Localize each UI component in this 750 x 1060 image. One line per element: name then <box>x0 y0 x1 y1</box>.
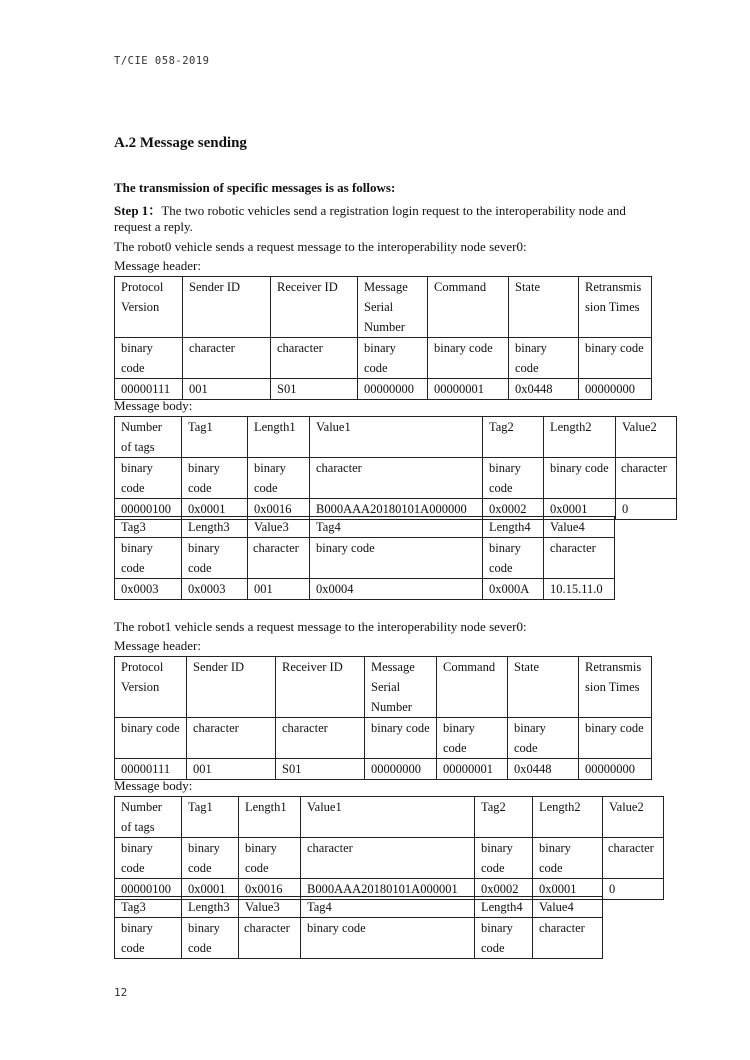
table-row <box>115 718 652 759</box>
table-cell: Tag2 <box>483 417 544 458</box>
table-cell: Value3 <box>239 897 301 918</box>
table-cell: binary code <box>579 338 652 379</box>
table-cell: character <box>276 718 365 759</box>
table-cell: Sender ID <box>183 277 271 338</box>
table-cell: binary code <box>115 458 182 499</box>
table-cell: Length3 <box>182 517 248 538</box>
table-cell: 0x0001 <box>533 879 603 900</box>
table-row <box>115 657 652 718</box>
table-cell: binary code <box>310 538 483 579</box>
table-cell: 0x0016 <box>248 499 310 520</box>
robot1-body-table-cont <box>114 896 603 959</box>
table-cell: State <box>509 277 579 338</box>
table-cell: character <box>533 918 603 959</box>
table-cell: 00000000 <box>358 379 428 400</box>
table-cell: 0x0016 <box>239 879 301 900</box>
table-cell: binary code <box>182 838 239 879</box>
table-cell: character <box>239 918 301 959</box>
step1-text: The two robotic vehicles send a registration login request to the interoperability node and <box>161 203 626 218</box>
table-cell: Receiver ID <box>276 657 365 718</box>
table-cell: Retransmission Times <box>579 277 652 338</box>
table-cell: Receiver ID <box>271 277 358 338</box>
robot1-header-table <box>114 656 652 780</box>
table-cell: 0x0001 <box>182 879 239 900</box>
table-cell: binary code <box>248 458 310 499</box>
table-cell: binary code <box>301 918 475 959</box>
table-cell: binary code <box>508 718 579 759</box>
table-cell: 00000000 <box>579 379 652 400</box>
table-cell: 0x0448 <box>508 759 579 780</box>
table-cell: Tag2 <box>475 797 533 838</box>
step1-label: Step 1： <box>114 203 162 218</box>
table-cell: Command <box>437 657 508 718</box>
section-title: A.2 Message sending <box>114 135 247 151</box>
table-cell: Protocol Version <box>115 277 183 338</box>
table-cell: Tag1 <box>182 417 248 458</box>
table-cell: 0x0003 <box>115 579 182 600</box>
table-cell: binary code <box>115 538 182 579</box>
table-row <box>115 277 652 338</box>
table-row <box>115 417 677 458</box>
table-row <box>115 838 664 879</box>
step1-continuation: request a reply. <box>114 219 193 234</box>
table-cell: S01 <box>271 379 358 400</box>
document-code: T/CIE 058-2019 <box>114 55 210 67</box>
table-cell: Value4 <box>533 897 603 918</box>
message-header-label: Message header: <box>114 258 201 273</box>
table-row <box>115 918 603 959</box>
table-cell: Length4 <box>475 897 533 918</box>
table-cell: 0x0004 <box>310 579 483 600</box>
table-cell: 0x0001 <box>182 499 248 520</box>
table-cell: binary code <box>475 838 533 879</box>
table-cell: binary code <box>483 538 544 579</box>
robot1-intro: The robot1 vehicle sends a request message to the interoperability node sever0: <box>114 619 527 634</box>
table-cell: 001 <box>183 379 271 400</box>
message-header-label: Message header: <box>114 638 201 653</box>
table-cell: Length2 <box>544 417 616 458</box>
table-cell: character <box>301 838 475 879</box>
table-cell: character <box>544 538 615 579</box>
table-cell: Retransmission Times <box>579 657 652 718</box>
page-number: 12 <box>114 986 128 999</box>
table-cell: Protocol Version <box>115 657 187 718</box>
table-cell: Tag3 <box>115 517 182 538</box>
table-row <box>115 897 603 918</box>
table-cell: 00000100 <box>115 879 182 900</box>
table-cell: Length4 <box>483 517 544 538</box>
table-cell: binary code <box>239 838 301 879</box>
table-cell: Sender ID <box>187 657 276 718</box>
table-cell: Message Serial Number <box>358 277 428 338</box>
table-cell: Value3 <box>248 517 310 538</box>
table-cell: B000AAA20180101A000000 <box>310 499 483 520</box>
table-cell: binary code <box>182 458 248 499</box>
table-cell: binary code <box>115 838 182 879</box>
table-cell: binary code <box>182 538 248 579</box>
table-row <box>115 759 652 780</box>
table-cell: 0x0002 <box>483 499 544 520</box>
table-cell: 00000100 <box>115 499 182 520</box>
table-cell: Command <box>428 277 509 338</box>
table-cell: Length2 <box>533 797 603 838</box>
table-cell: Number of tags <box>115 797 182 838</box>
table-cell: B000AAA20180101A000001 <box>301 879 475 900</box>
table-cell: character <box>603 838 664 879</box>
table-cell: Length1 <box>248 417 310 458</box>
table-row <box>115 579 615 600</box>
table-cell: binary code <box>509 338 579 379</box>
table-cell: character <box>310 458 483 499</box>
table-cell: binary code <box>544 458 616 499</box>
robot0-intro: The robot0 vehicle sends a request message to the interoperability node sever0: <box>114 239 527 254</box>
table-cell: State <box>508 657 579 718</box>
table-cell: 10.15.11.0 <box>544 579 615 600</box>
table-cell: binary code <box>579 718 652 759</box>
table-cell: Tag3 <box>115 897 182 918</box>
table-cell: 0x0003 <box>182 579 248 600</box>
table-cell: Tag1 <box>182 797 239 838</box>
table-cell: Tag4 <box>310 517 483 538</box>
table-cell: 00000111 <box>115 379 183 400</box>
table-cell: binary code <box>483 458 544 499</box>
table-cell: Value1 <box>301 797 475 838</box>
table-cell: 0x0002 <box>475 879 533 900</box>
table-row <box>115 338 652 379</box>
table-cell: 00000111 <box>115 759 187 780</box>
robot0-body-table-cont <box>114 516 615 600</box>
table-cell: 00000001 <box>428 379 509 400</box>
table-cell: character <box>183 338 271 379</box>
table-cell: 0x000A <box>483 579 544 600</box>
table-cell: binary code <box>115 718 187 759</box>
table-row <box>115 797 664 838</box>
table-cell: Tag4 <box>301 897 475 918</box>
table-cell: 00000000 <box>365 759 437 780</box>
robot0-header-table <box>114 276 652 400</box>
table-cell: binary code <box>437 718 508 759</box>
table-row <box>115 517 615 538</box>
table-cell: character <box>271 338 358 379</box>
message-body-label: Message body: <box>114 398 193 413</box>
table-cell: character <box>248 538 310 579</box>
table-cell: binary code <box>182 918 239 959</box>
table-cell: S01 <box>276 759 365 780</box>
table-row <box>115 538 615 579</box>
table-cell: character <box>616 458 677 499</box>
robot0-body-table <box>114 416 677 520</box>
table-cell: Message Serial Number <box>365 657 437 718</box>
table-cell: 001 <box>248 579 310 600</box>
table-cell: binary code <box>428 338 509 379</box>
table-cell: 00000000 <box>579 759 652 780</box>
intro-text: The transmission of specific messages is as follows: <box>114 180 396 195</box>
table-cell: Value2 <box>603 797 664 838</box>
table-row <box>115 379 652 400</box>
table-cell: 0 <box>603 879 664 900</box>
table-cell: 00000001 <box>437 759 508 780</box>
message-body-label: Message body: <box>114 778 193 793</box>
table-cell: character <box>187 718 276 759</box>
table-cell: Value4 <box>544 517 615 538</box>
table-cell: 001 <box>187 759 276 780</box>
table-cell: binary code <box>115 338 183 379</box>
table-cell: 0 <box>616 499 677 520</box>
table-cell: binary code <box>475 918 533 959</box>
table-cell: binary code <box>358 338 428 379</box>
table-cell: Length3 <box>182 897 239 918</box>
step1-line <box>114 200 626 219</box>
table-cell: Value1 <box>310 417 483 458</box>
table-row <box>115 458 677 499</box>
table-cell: Value2 <box>616 417 677 458</box>
table-cell: Length1 <box>239 797 301 838</box>
table-cell: binary code <box>533 838 603 879</box>
table-cell: binary code <box>115 918 182 959</box>
table-cell: Number of tags <box>115 417 182 458</box>
table-cell: 0x0001 <box>544 499 616 520</box>
robot1-body-table <box>114 796 664 900</box>
table-cell: binary code <box>365 718 437 759</box>
table-cell: 0x0448 <box>509 379 579 400</box>
